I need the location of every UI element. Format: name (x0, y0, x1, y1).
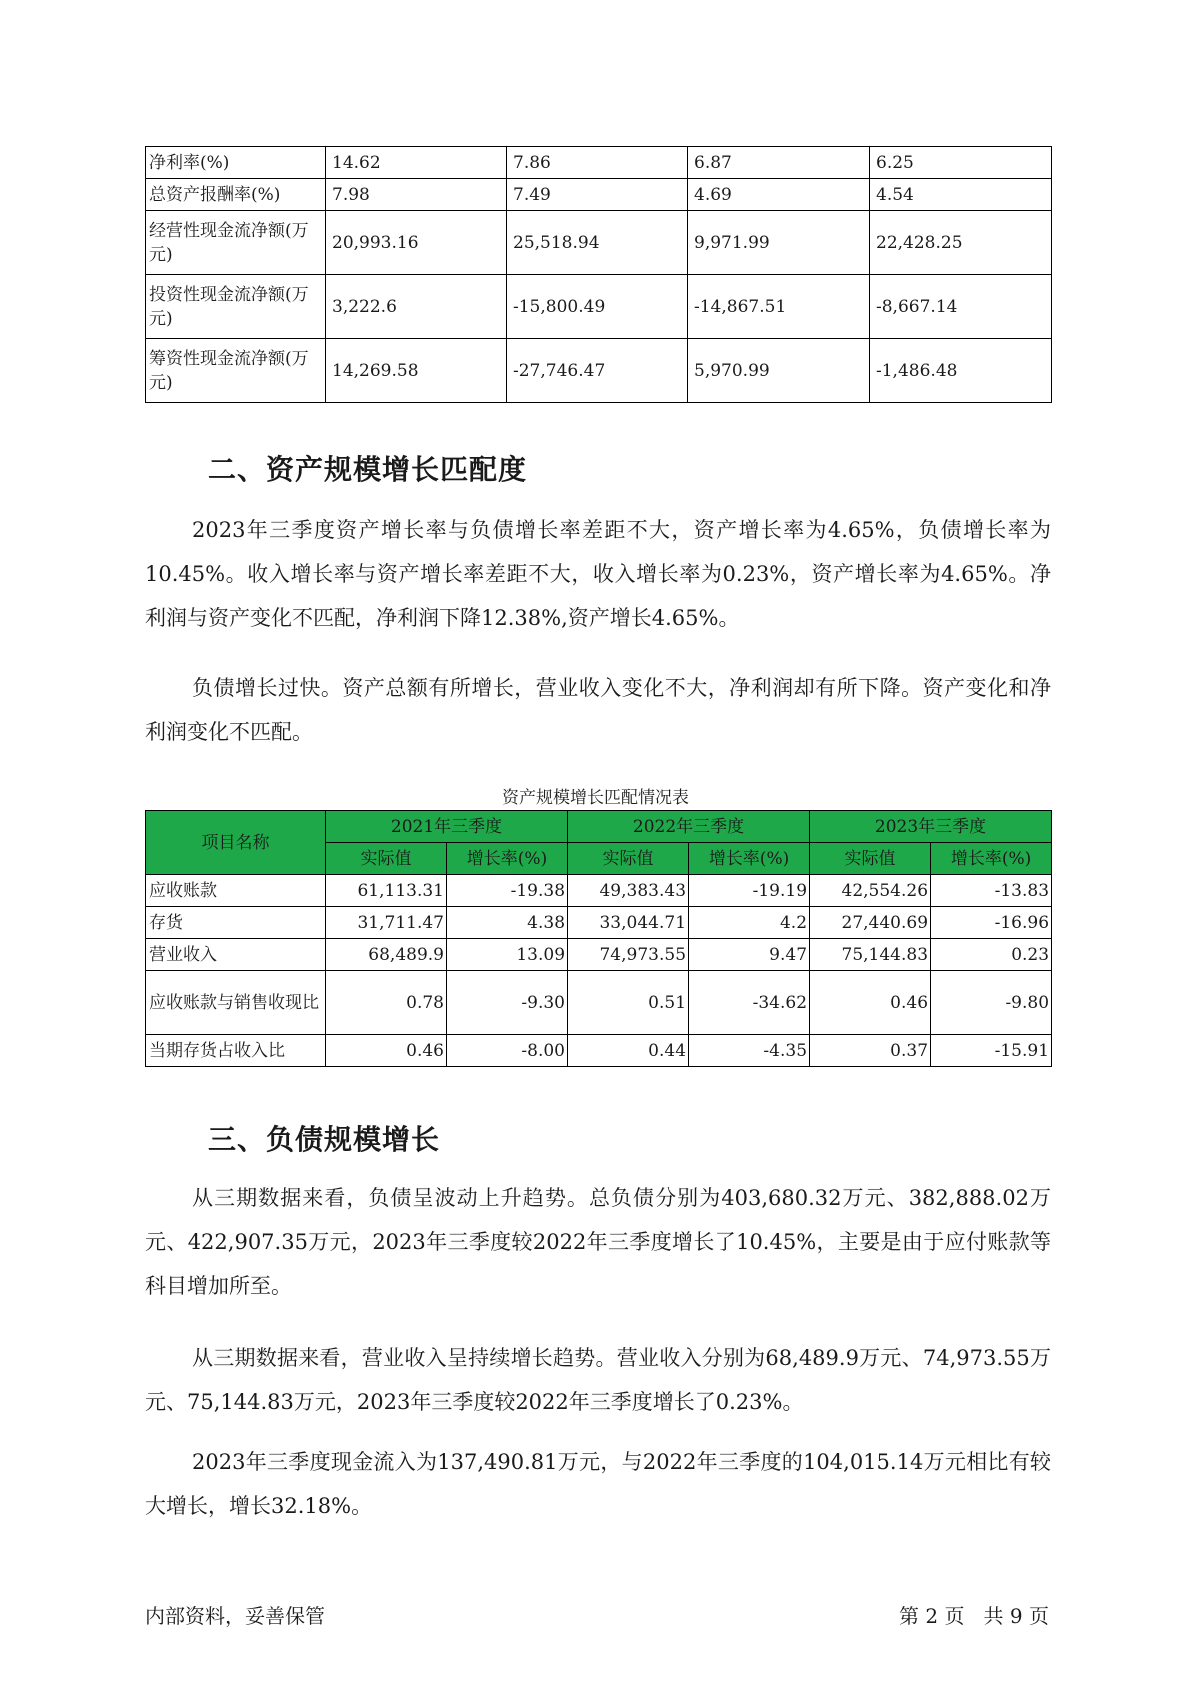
paragraph: 从三期数据来看，营业收入呈持续增长趋势。营业收入分别为68,489.9万元、74,973.55万元、75,144.83万元，2023年三季度较2022年三季度增长了0.23%。 (145, 1346, 1051, 1414)
column-header-item: 项目名称 (146, 811, 326, 875)
table-row (146, 179, 1052, 211)
footer-confidential-note: 内部资料，妥善保管 (145, 1604, 325, 1628)
cell-value: 27,440.69 (810, 907, 931, 939)
table-caption: 资产规模增长匹配情况表 (502, 788, 689, 808)
cell-value: 0.51 (568, 971, 689, 1035)
column-header-period: 2023年三季度 (810, 811, 1052, 843)
row-label: 营业收入 (146, 939, 326, 971)
row-label: 存货 (146, 907, 326, 939)
table-row (146, 147, 1052, 179)
cell-value: 20,993.16 (326, 211, 507, 275)
column-header-growth: 增长率(%) (931, 843, 1052, 875)
cell-value: 0.44 (568, 1035, 689, 1067)
row-label: 投资性现金流净额(万元) (146, 275, 326, 339)
table-row (146, 875, 1052, 907)
cell-value: -15.91 (931, 1035, 1052, 1067)
cell-value: 22,428.25 (870, 211, 1052, 275)
paragraph: 2023年三季度现金流入为137,490.81万元，与2022年三季度的104,015.14万元相比有较大增长，增长32.18%。 (145, 1450, 1051, 1518)
paragraph: 从三期数据来看，负债呈波动上升趋势。总负债分别为403,680.32万元、382,888.02万元、422,907.35万元，2023年三季度较2022年三季度增长了10.45%，主要是由于应付账款等科目增加所至。 (145, 1186, 1051, 1298)
cell-value: 14,269.58 (326, 339, 507, 403)
cell-value: 13.09 (447, 939, 568, 971)
financial-ratios-table (145, 146, 1052, 403)
table-row (146, 339, 1052, 403)
cell-value: 6.25 (870, 147, 1052, 179)
row-label: 净利率(%) (146, 147, 326, 179)
table-row (146, 907, 1052, 939)
table-row (146, 971, 1052, 1035)
table-row (146, 939, 1052, 971)
column-header-actual: 实际值 (810, 843, 931, 875)
cell-value: 31,711.47 (326, 907, 447, 939)
cell-value: -1,486.48 (870, 339, 1052, 403)
cell-value: 4.69 (688, 179, 870, 211)
cell-value: 42,554.26 (810, 875, 931, 907)
row-label: 应收账款与销售收现比 (146, 971, 326, 1035)
cell-value: -8.00 (447, 1035, 568, 1067)
cell-value: -27,746.47 (507, 339, 688, 403)
column-header-period: 2021年三季度 (326, 811, 568, 843)
table-row (146, 275, 1052, 339)
cell-value: -13.83 (931, 875, 1052, 907)
cell-value: 0.46 (810, 971, 931, 1035)
row-label: 筹资性现金流净额(万元) (146, 339, 326, 403)
cell-value: 14.62 (326, 147, 507, 179)
cell-value: 0.23 (931, 939, 1052, 971)
cell-value: 7.86 (507, 147, 688, 179)
cell-value: -15,800.49 (507, 275, 688, 339)
column-header-growth: 增长率(%) (447, 843, 568, 875)
cell-value: -4.35 (689, 1035, 810, 1067)
paragraph: 负债增长过快。资产总额有所增长，营业收入变化不大，净利润却有所下降。资产变化和净利润变化不匹配。 (145, 676, 1051, 744)
cell-value: 33,044.71 (568, 907, 689, 939)
cell-value: 0.46 (326, 1035, 447, 1067)
row-label: 经营性现金流净额(万元) (146, 211, 326, 275)
cell-value: 75,144.83 (810, 939, 931, 971)
cell-value: -19.19 (689, 875, 810, 907)
cell-value: 9,971.99 (688, 211, 870, 275)
cell-value: 61,113.31 (326, 875, 447, 907)
cell-value: 0.37 (810, 1035, 931, 1067)
section-heading: 二、资产规模增长匹配度 (208, 453, 528, 486)
section-heading: 三、负债规模增长 (208, 1123, 441, 1156)
cell-value: 3,222.6 (326, 275, 507, 339)
cell-value: -16.96 (931, 907, 1052, 939)
cell-value: 9.47 (689, 939, 810, 971)
cell-value: 7.98 (326, 179, 507, 211)
cell-value: -19.38 (447, 875, 568, 907)
row-label: 总资产报酬率(%) (146, 179, 326, 211)
cell-value: 4.2 (689, 907, 810, 939)
cell-value: 68,489.9 (326, 939, 447, 971)
cell-value: -9.30 (447, 971, 568, 1035)
cell-value: 0.78 (326, 971, 447, 1035)
footer-page-number: 第 2 页 共 9 页 (899, 1604, 1049, 1628)
cell-value: 6.87 (688, 147, 870, 179)
cell-value: 4.38 (447, 907, 568, 939)
cell-value: -14,867.51 (688, 275, 870, 339)
column-header-actual: 实际值 (568, 843, 689, 875)
cell-value: 7.49 (507, 179, 688, 211)
cell-value: 25,518.94 (507, 211, 688, 275)
column-header-period: 2022年三季度 (568, 811, 810, 843)
table-row (146, 211, 1052, 275)
cell-value: -34.62 (689, 971, 810, 1035)
cell-value: 4.54 (870, 179, 1052, 211)
cell-value: -8,667.14 (870, 275, 1052, 339)
cell-value: 74,973.55 (568, 939, 689, 971)
row-label: 当期存货占收入比 (146, 1035, 326, 1067)
column-header-actual: 实际值 (326, 843, 447, 875)
row-label: 应收账款 (146, 875, 326, 907)
column-header-growth: 增长率(%) (689, 843, 810, 875)
paragraph: 2023年三季度资产增长率与负债增长率差距不大，资产增长率为4.65%，负债增长率为10.45%。收入增长率与资产增长率差距不大，收入增长率为0.23%，资产增长率为4.65%。净利润与资产变化不匹配，净利润下降12.38%,资产增长4.65%。 (145, 518, 1051, 630)
cell-value: 49,383.43 (568, 875, 689, 907)
cell-value: -9.80 (931, 971, 1052, 1035)
table-header-row (146, 811, 1052, 843)
table-row (146, 1035, 1052, 1067)
cell-value: 5,970.99 (688, 339, 870, 403)
asset-growth-match-table (145, 810, 1052, 1067)
